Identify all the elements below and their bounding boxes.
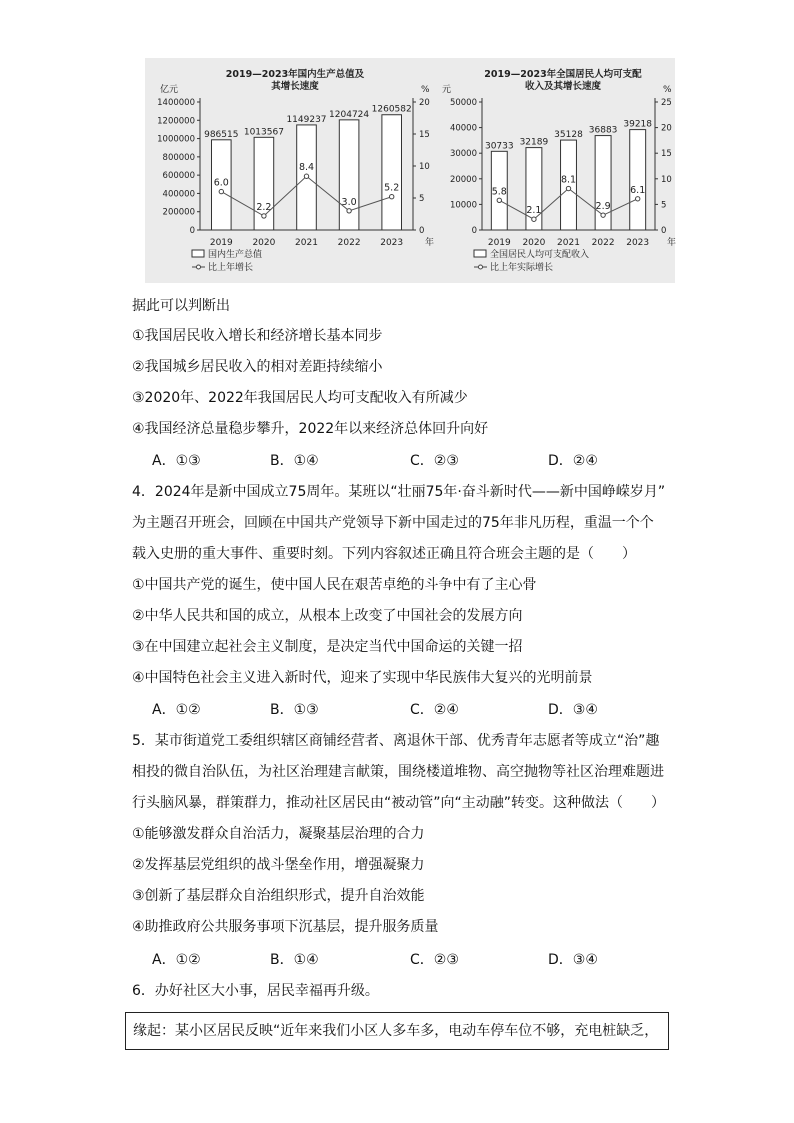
chart1-legend-bar-swatch — [192, 250, 204, 257]
q4-item-4: ④中国特色社会主义进入新时代，迎来了实现中华民族伟大复兴的光明前景 — [132, 670, 593, 686]
chart2-right-tick-label: 10 — [661, 174, 672, 185]
chart2-growth-label: 5.8 — [491, 186, 507, 198]
chart1-growth-label: 3.0 — [341, 196, 357, 208]
lead-text: 据此可以判断出 — [132, 298, 230, 314]
chart2-legend-bar-label: 全国居民人均可支配收入 — [490, 250, 590, 260]
chart2-title-line: 收入及其增长速度 — [524, 81, 602, 92]
chart2-category-label: 2023 — [626, 238, 650, 248]
chart1-left-tick-label: 1400000 — [157, 98, 195, 108]
chart1-bar-label: 1013567 — [243, 127, 284, 138]
q4-stem-line-3: 载入史册的重大事件、重要时刻。下列内容叙述正确且符合班会主题的是（ ） — [132, 546, 636, 562]
chart2-growth-label: 6.1 — [630, 184, 646, 196]
chart2-bar-label: 32189 — [519, 137, 549, 148]
q3-item-3: ③2020年、2022年我国居民人均可支配收入有所减少 — [132, 390, 468, 406]
chart2-category-label: 2020 — [522, 238, 546, 248]
chart2-x-unit: 年 — [667, 238, 677, 248]
q4-item-3: ③在中国建立起社会主义制度，是决定当代中国命运的关键一招 — [132, 639, 523, 655]
chart1-bar-label: 1149237 — [286, 114, 327, 125]
chart1-category-label: 2020 — [252, 238, 276, 248]
chart2-left-tick-label: 50000 — [449, 98, 477, 108]
q5-item-1: ①能够激发群众自治活力，凝聚基层治理的合力 — [132, 826, 425, 842]
chart2-category-label: 2019 — [487, 238, 511, 248]
chart2-right-tick-label: 0 — [661, 226, 667, 236]
chart1-growth-point — [304, 174, 308, 178]
chart2-right-unit: % — [663, 85, 672, 95]
q3-item-2: ②我国城乡居民收入的相对差距持续缩小 — [132, 359, 383, 375]
q4-item-2: ②中华人民共和国的成立，从根本上改变了中国社会的发展方向 — [132, 608, 523, 624]
q4-option-c[interactable]: C．②④ — [410, 702, 459, 718]
chart1-bar — [382, 115, 402, 230]
chart1-title-line: 其增长速度 — [271, 81, 319, 92]
chart1-category-label: 2021 — [295, 238, 318, 248]
q5-item-4: ④助推政府公共服务事项下沉基层，提升服务质量 — [132, 919, 439, 935]
q5-stem-line-3: 行头脑风暴，群策群力，推动社区居民由“被动管”向“主动融”转变。这种做法（ ） — [132, 795, 666, 811]
chart2-bar-label: 30733 — [484, 141, 514, 152]
chart1-growth-label: 6.0 — [213, 177, 229, 189]
q5-option-b[interactable]: B．①④ — [270, 952, 319, 968]
chart1-left-tick-label: 200000 — [162, 207, 195, 218]
chart2-left-tick-label: 40000 — [449, 123, 477, 134]
chart1-left-unit: 亿元 — [160, 85, 179, 95]
q3-option-d[interactable]: D．②④ — [548, 453, 598, 469]
chart2-growth-label: 8.1 — [560, 174, 577, 186]
chart2-category-label: 2021 — [557, 238, 580, 248]
chart2-growth-point — [636, 197, 640, 201]
chart2-bar — [630, 130, 646, 230]
chart2-title-line: 2019—2023年全国居民人均可支配 — [484, 69, 642, 80]
chart1-legend-line-marker — [197, 265, 201, 269]
q5-item-2: ②发挥基层党组织的战斗堡垒作用，增强凝聚力 — [132, 857, 425, 873]
chart2-growth-point — [497, 198, 501, 202]
material-box-text: 缘起：某小区居民反映“近年来我们小区人多车多，电动车停车位不够，充电桩缺乏， — [133, 1023, 659, 1039]
chart1-bar-label: 1260582 — [371, 104, 412, 115]
q5-stem-line-2: 相投的微自治队伍，为社区治理建言献策，围绕楼道堆物、高空抛物等社区治理难题进 — [132, 764, 664, 780]
chart1-x-unit: 年 — [425, 238, 435, 248]
chart1-legend-bar-label: 国内生产总值 — [208, 250, 263, 260]
q3-option-c[interactable]: C．②③ — [410, 453, 459, 469]
chart2-growth-point — [601, 213, 605, 217]
chart1-bar-label: 986515 — [204, 129, 239, 140]
chart2-left-unit: 元 — [442, 85, 452, 95]
chart1-category-label: 2019 — [209, 238, 233, 248]
chart2-left-tick-label: 30000 — [449, 149, 477, 160]
chart1-left-tick-label: 1200000 — [157, 116, 195, 127]
q3-item-1: ①我国居民收入增长和经济增长基本同步 — [132, 328, 383, 344]
chart1-right-tick-label: 5 — [419, 194, 425, 204]
chart2-category-label: 2022 — [591, 238, 615, 248]
q4-item-1: ①中国共产党的诞生，使中国人民在艰苦卓绝的斗争中有了主心骨 — [132, 577, 537, 593]
chart1-growth-label: 8.4 — [298, 162, 315, 174]
q4-option-b[interactable]: B．①③ — [270, 702, 319, 718]
q3-option-a[interactable]: A．①③ — [152, 453, 201, 469]
chart1-growth-label: 5.2 — [384, 182, 400, 194]
chart2-bar-label: 39218 — [623, 119, 653, 130]
chart1-growth-point — [219, 189, 223, 193]
chart2-bar-label: 36883 — [588, 125, 618, 136]
chart1-growth-point — [347, 209, 351, 213]
q5-option-a[interactable]: A．①② — [152, 952, 201, 968]
q4-option-a[interactable]: A．①② — [152, 702, 201, 718]
chart2-left-tick-label: 0 — [471, 226, 477, 236]
chart1-title-line: 2019—2023年国内生产总值及 — [225, 69, 365, 80]
chart1-category-label: 2023 — [380, 238, 404, 248]
chart2-growth-point — [532, 217, 536, 221]
chart2-right-tick-label: 25 — [661, 98, 672, 108]
chart2-right-tick-label: 5 — [661, 200, 667, 211]
q4-stem-line-1: 4．2024年是新中国成立75周年。某班以“壮丽75年·奋斗新时代——新中国峥嵘岁月” — [132, 484, 666, 500]
charts-svg — [145, 58, 675, 283]
chart2-legend-line-marker — [479, 265, 483, 269]
chart1-right-tick-label: 20 — [419, 98, 430, 108]
q6-stem: 6．办好社区大小事，居民幸福再升级。 — [132, 983, 379, 999]
chart1-left-tick-label: 800000 — [162, 152, 195, 163]
q5-item-3: ③创新了基层群众自治组织形式，提升自治效能 — [132, 888, 425, 904]
chart1-right-tick-label: 0 — [419, 226, 425, 236]
q5-option-c[interactable]: C．②③ — [410, 952, 459, 968]
q4-option-d[interactable]: D．③④ — [548, 702, 598, 718]
chart2-left-tick-label: 20000 — [449, 174, 477, 185]
q5-option-d[interactable]: D．③④ — [548, 952, 598, 968]
chart1-left-tick-label: 0 — [189, 226, 195, 236]
chart2-legend-bar-swatch — [474, 250, 486, 257]
chart1-legend-line-label: 比上年增长 — [208, 263, 254, 273]
chart2-growth-label: 2.9 — [595, 201, 611, 213]
material-box — [125, 1012, 669, 1050]
chart2-legend-line-label: 比上年实际增长 — [490, 263, 554, 273]
chart1-right-tick-label: 15 — [419, 130, 430, 140]
chart1-bar-label: 1204724 — [329, 109, 370, 120]
chart1-left-tick-label: 600000 — [162, 171, 195, 182]
chart2-right-tick-label: 20 — [661, 123, 672, 134]
chart1-left-tick-label: 1000000 — [157, 134, 195, 145]
chart1-right-unit: % — [421, 85, 430, 95]
chart2-growth-label: 2.1 — [526, 205, 542, 217]
chart1-category-label: 2022 — [337, 238, 361, 248]
charts-panel — [145, 58, 675, 283]
chart2-left-tick-label: 10000 — [449, 200, 477, 211]
chart1-left-tick-label: 400000 — [162, 189, 195, 200]
chart1-growth-point — [390, 195, 394, 199]
q3-item-4: ④我国经济总量稳步攀升，2022年以来经济总体回升向好 — [132, 421, 489, 437]
chart2-bar-label: 35128 — [554, 130, 583, 141]
q5-stem-line-1: 5．某市街道党工委组织辖区商铺经营者、离退休干部、优秀青年志愿者等成立“治”趣 — [132, 733, 660, 749]
chart2-right-tick-label: 15 — [661, 149, 672, 160]
chart2-growth-point — [566, 186, 570, 190]
q4-stem-line-2: 为主题召开班会，回顾在中国共产党领导下新中国走过的75年非凡历程，重温一个个 — [132, 515, 654, 531]
chart1-growth-point — [262, 214, 266, 218]
q3-option-b[interactable]: B．①④ — [270, 453, 319, 469]
chart1-right-tick-label: 10 — [419, 162, 430, 172]
chart1-growth-label: 2.2 — [256, 201, 272, 213]
